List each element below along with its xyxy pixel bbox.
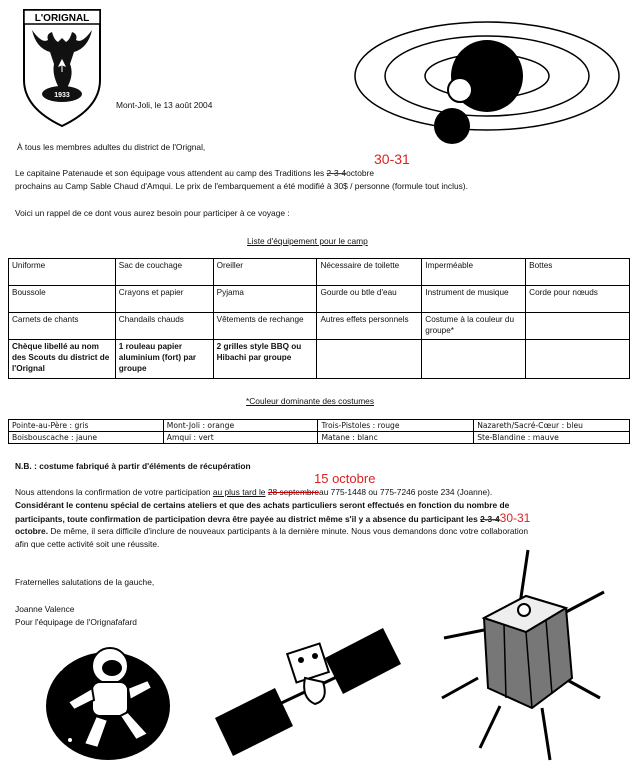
table-cell: 1 rouleau papier aluminium (fort) par groupe [115,340,213,379]
table-cell: Pointe-au-Père : gris [9,420,164,432]
table-cell: Uniforme [9,259,116,286]
c1-deadline: au plus tard le [212,487,266,497]
equipment-title: Liste d'équipement pour le camp [247,236,368,246]
equipment-table [8,258,630,379]
table-row [9,259,630,286]
nb-note: N.B. : costume fabriqué à partir d'éléments de récupération [15,461,251,471]
table-cell [422,340,526,379]
planets-illustration [352,14,627,154]
table-cell: Vêtements de rechange [213,313,317,340]
table-row [9,286,630,313]
costumes-title: *Couleur dominante des costumes [246,396,375,406]
table-cell: Ste-Blandine : mauve [474,432,630,444]
table-cell: Instrument de musique [422,286,526,313]
c4-text-b: De même, il sera difficile d'inclure de nouveaux participants à la dernière minute. Nous vous demandons donc votre collaboration [48,526,529,536]
paragraph-1-line-2: prochains au Camp Sable Chaud d'Amqui. Le prix de l'embarquement a été modifié à 30$ / personne (formule tout inclus). [15,181,468,191]
date-correction-1: 30-31 [374,151,410,167]
table-cell: Nazareth/Sacré-Cœur : bleu [474,420,630,432]
table-cell: Nécessaire de toilette [317,259,422,286]
table-cell: Mont-Joli : orange [163,420,318,432]
crest-logo [22,8,102,128]
table-cell: Oreiller [213,259,317,286]
struck-deadline: 28 septembre [267,487,320,497]
space-probe-illustration [440,548,610,763]
signer-name: Joanne Valence [15,604,75,614]
table-cell: Crayons et papier [115,286,213,313]
confirmation-line-1 [15,486,492,499]
struck-dates: 2-3-4 [326,168,347,178]
table-cell: Matane : blanc [318,432,474,444]
confirmation-line-3 [15,512,530,526]
p1-text-a: Le capitaine Patenaude et son équipage vous attendent au camp des Traditions les [15,168,327,178]
table-row [9,420,630,432]
astronaut-illustration [40,640,175,765]
table-row [9,340,630,379]
date-correction-2: 15 octobre [314,471,376,486]
c1-text-b: au 775-1448 ou 775-7246 poste 234 (Joanne). [319,487,493,497]
paragraph-1-line-1 [15,167,374,180]
svg-text:1933: 1933 [54,92,70,99]
table-cell [526,340,630,379]
paragraph-2: Voici un rappel de ce dont vous aurez besoin pour participer à ce voyage : [15,208,290,218]
table-cell: Autres effets personnels [317,313,422,340]
table-cell: Corde pour nœuds [526,286,630,313]
date-correction-3: 30-31 [499,511,531,525]
salutation: Fraternelles salutations de la gauche, [15,577,155,587]
p1-text-b: octobre [346,168,374,178]
table-cell: Sac de couchage [115,259,213,286]
date-line: Mont-Joli, le 13 août 2004 [116,100,213,110]
table-cell: Imperméable [422,259,526,286]
table-cell: Carnets de chants [9,313,116,340]
table-cell [526,313,630,340]
table-row [9,313,630,340]
table-cell: Gourde ou btle d'eau [317,286,422,313]
table-cell: Bottes [526,259,630,286]
c4-text-a: octobre. [15,526,49,536]
c3-text-a: participants, toute confirmation de participation devra être payée au district même s'il y a absence du participant les [15,514,481,524]
table-cell: Boussole [9,286,116,313]
confirmation-line-4 [15,525,528,538]
greeting: À tous les membres adultes du district de l'Orignal, [17,142,206,152]
confirmation-line-5: afin que cette activité soit une réussite. [15,539,160,549]
table-row [9,432,630,444]
table-cell: Trois-Pistoles : rouge [318,420,474,432]
satellite-illustration [205,608,405,758]
table-cell: 2 grilles style BBQ ou Hibachi par groupe [213,340,317,379]
table-cell [317,340,422,379]
table-cell: Pyjama [213,286,317,313]
svg-text:L'ORIGNAL: L'ORIGNAL [34,13,90,24]
costume-colors-table [8,419,630,444]
table-cell: Chèque libellé au nom des Scouts du district de l'Orignal [9,340,116,379]
table-cell: Costume à la couleur du groupe* [422,313,526,340]
signer-crew: Pour l'équipage de l'Orignafafard [15,617,137,627]
struck-dates-2: 2-3-4 [480,514,500,524]
confirmation-line-2: Considérant le contenu spécial de certains ateliers et que des achats particuliers seront effectués en fonction du nombre de [15,500,510,510]
c1-text-a: Nous attendons la confirmation de votre participation [15,487,213,497]
table-cell: Chandails chauds [115,313,213,340]
table-cell: Amqui : vert [163,432,318,444]
table-cell: Boisbouscache : jaune [9,432,164,444]
